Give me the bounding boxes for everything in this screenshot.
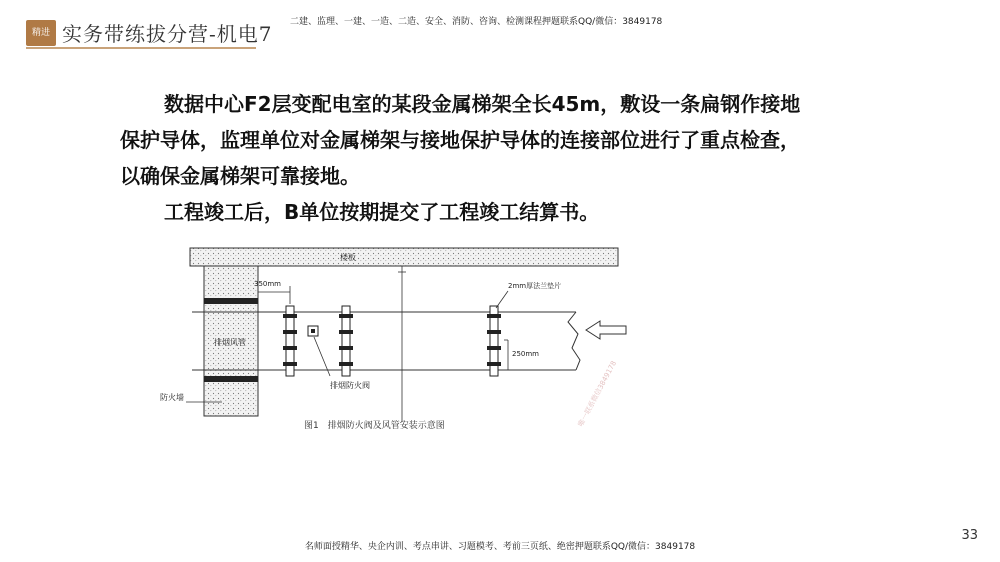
title-underline (26, 47, 256, 49)
valve-label: 排烟防火阀 (330, 381, 370, 390)
deck-title: 实务带练拔分营-机电7 (62, 22, 273, 46)
gasket-label: 2mm厚法兰垫片 (508, 282, 562, 290)
question-body (120, 86, 810, 230)
slab-label: 楼板 (340, 253, 356, 262)
dim-350: 350mm (254, 280, 281, 288)
header-contact-note: 二建、监理、一建、一造、二造、安全、消防、咨询、检测课程押题联系QQ/微信：3849178 (290, 17, 663, 27)
brand-logo: 精进 (26, 20, 56, 46)
wall-label: 防火墙 (160, 393, 184, 402)
floor-slab (190, 248, 618, 266)
wall-seal-bottom (204, 376, 258, 382)
duct-label: 排烟风管 (214, 338, 246, 347)
watermark: 唯一联系微信3849178 (576, 359, 619, 428)
figure-caption: 图1 排烟防火阀及风管安装示意图 (304, 421, 445, 431)
paragraph-1: 数据中心F2层变配电室的某段金属梯架全长45m，敷设一条扁钢作接地保护导体，监理单位对金属梯架与接地保护导体的连接部位进行了重点检查，以确保金属梯架可靠接地。 (120, 92, 801, 188)
page-number: 33 (961, 528, 978, 543)
paragraph-2: 工程竣工后，B单位按期提交了工程竣工结算书。 (164, 200, 600, 224)
dim-250: 250mm (512, 350, 539, 358)
footer-contact-note: 名师面授精华、央企内训、考点串讲、习题模考、考前三页纸、绝密押题联系QQ/微信：3849178 (304, 542, 696, 552)
smoke-damper-diagram (152, 242, 632, 437)
wall-seal-top (204, 298, 258, 304)
